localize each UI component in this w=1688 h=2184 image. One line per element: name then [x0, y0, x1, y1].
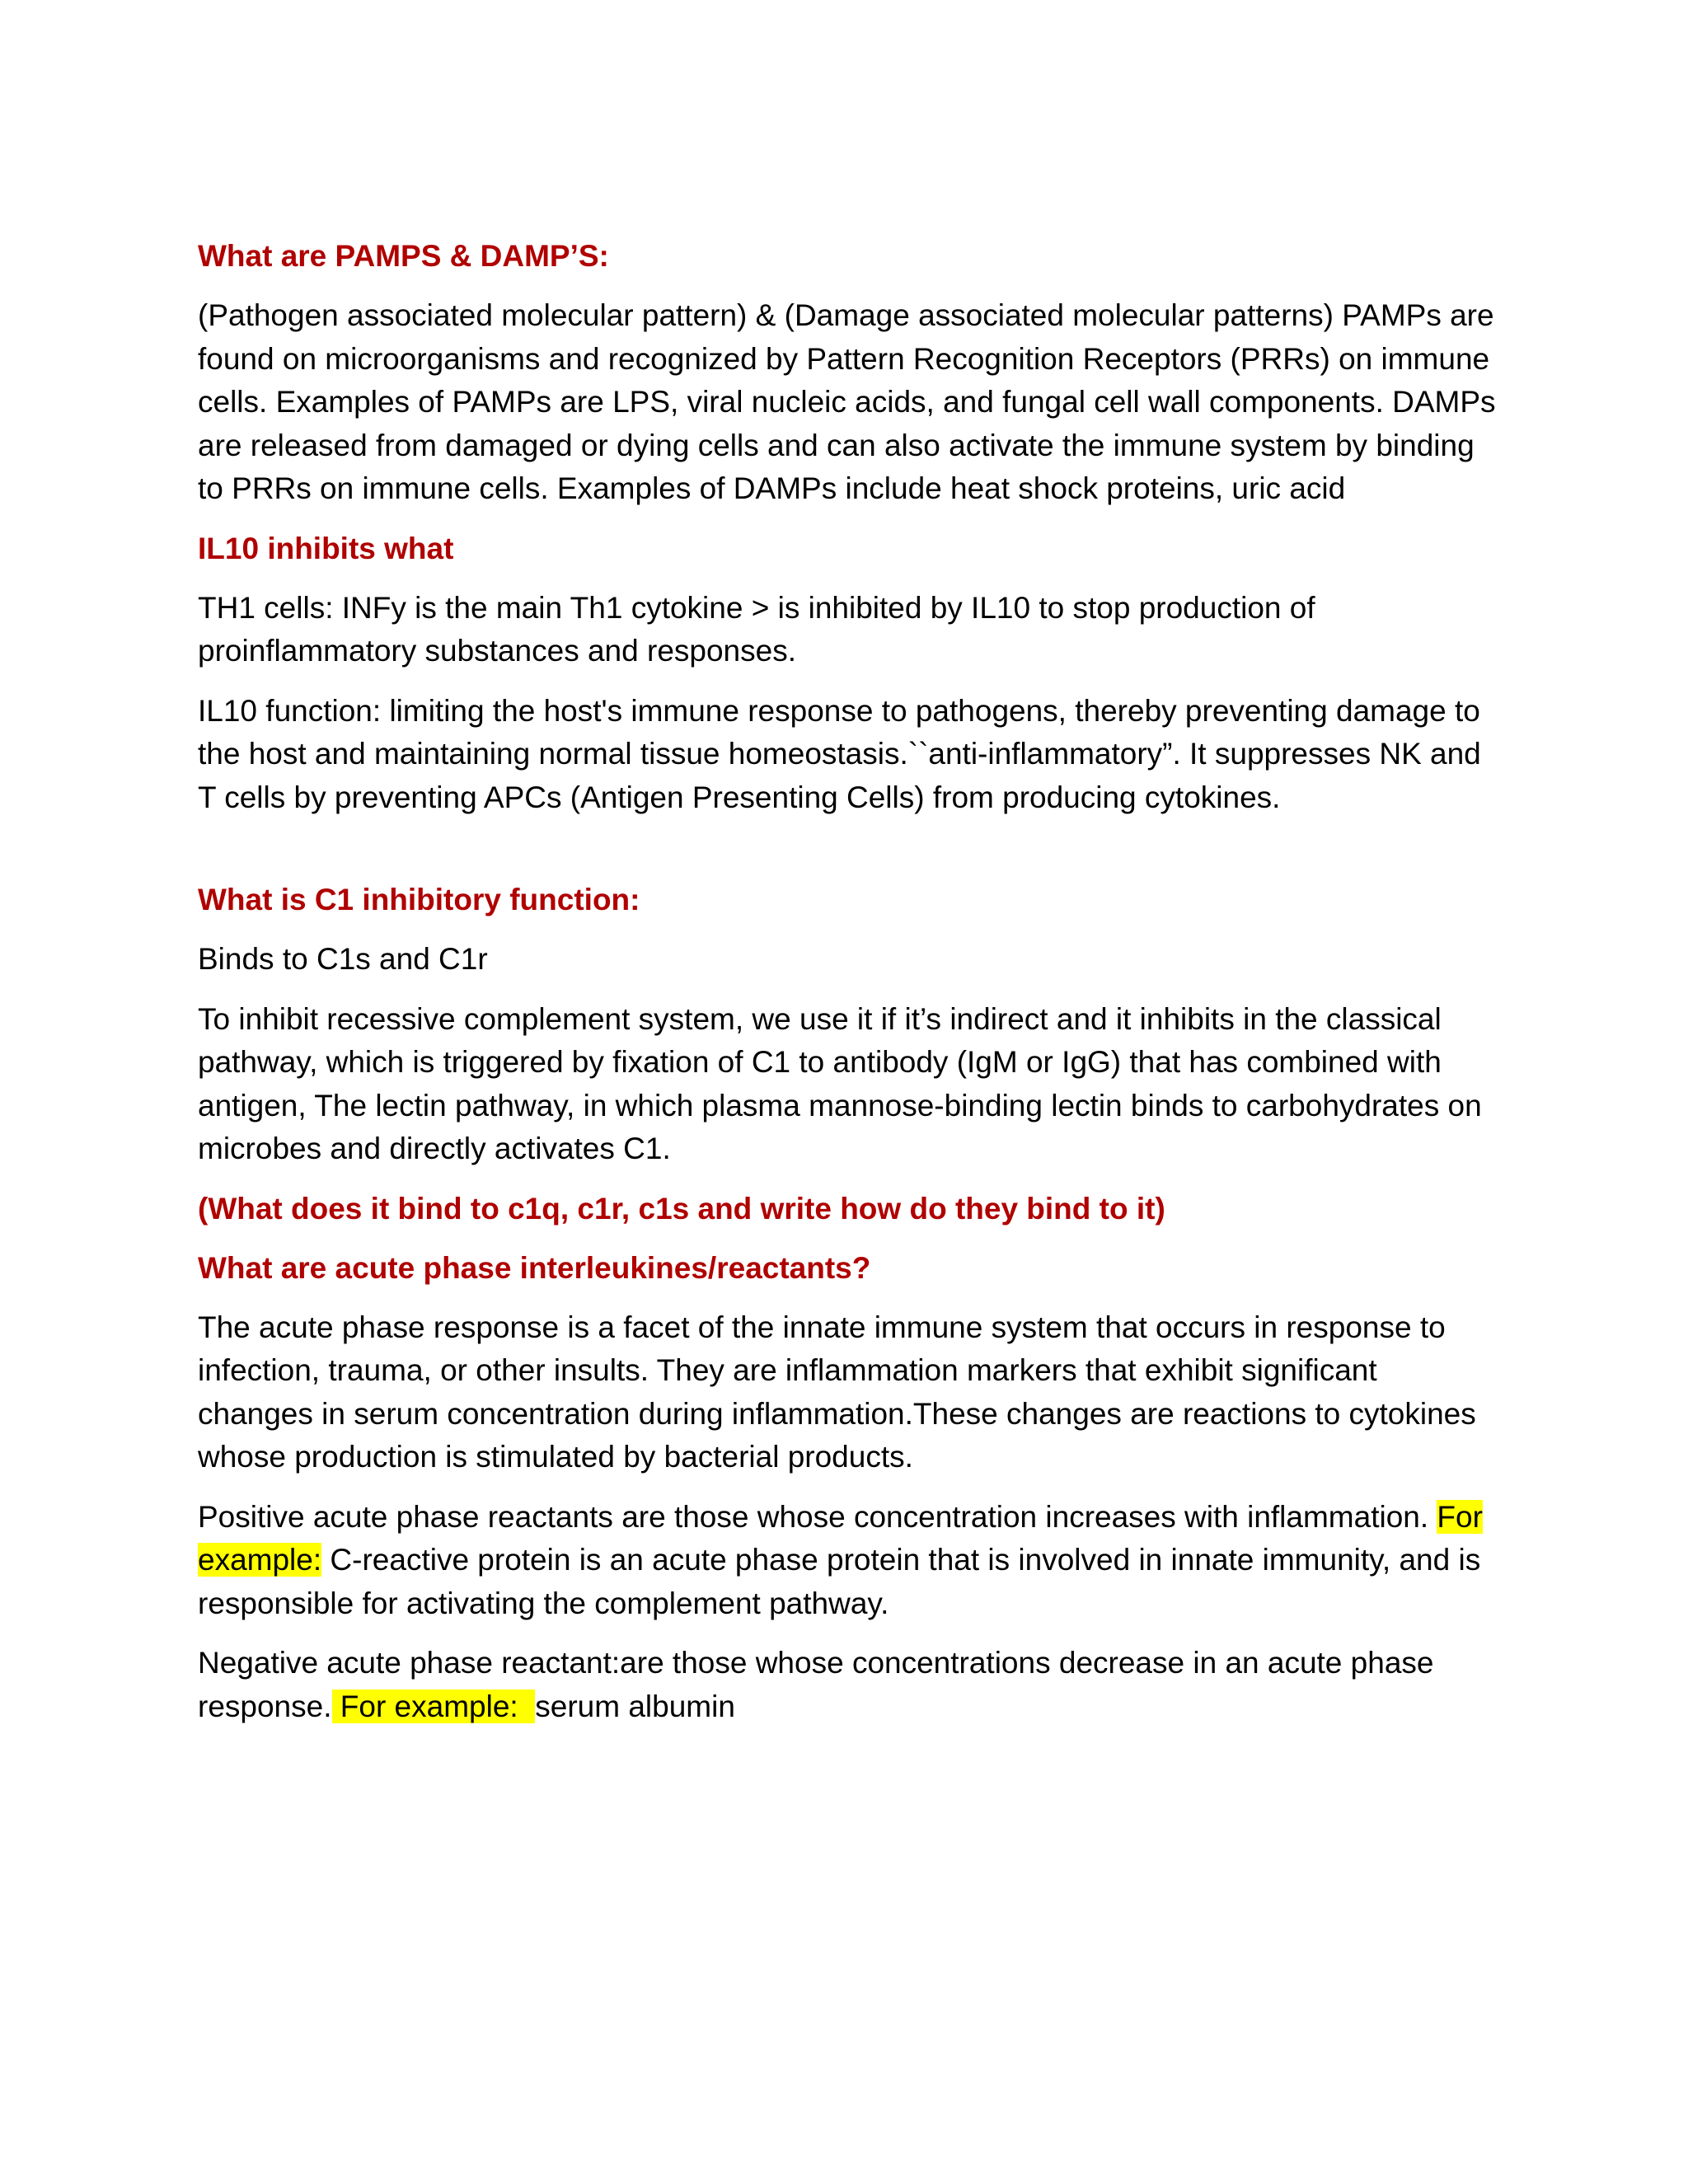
negative-reactants-example: serum albumin [535, 1689, 735, 1723]
highlight-for-example-negative: For example: [331, 1689, 536, 1723]
document-content [198, 235, 1500, 1745]
question-c1-binding: (What does it bind to c1q, c1r, c1s and write how do they bind to it) [198, 1191, 1165, 1226]
paragraph-c1-complement: To inhibit recessive complement system, we use it if it’s indirect and it inhibits in the classical pathway, which is triggered by fixation of C1 to antibody (IgM or IgG) that has combined with antigen, The lectin pathway, in which plasma mannose-binding lectin binds to carbohydrates on microbes and directly activates C1. [198, 1001, 1482, 1165]
paragraph-c1-binding: Binds to C1s and C1r [198, 942, 488, 976]
paragraph-il10-function: IL10 function: limiting the host's immune response to pathogens, thereby preventing damage to the host and maintaining normal tissue homeostasis.``anti-inflammatory”. It suppresses NK and T cells by preventing APCs (Antigen Presenting Cells) from producing cytokines. [198, 693, 1481, 814]
heading-acute-phase: What are acute phase interleukines/reactants? [198, 1250, 871, 1285]
heading-pamps-damps: What are PAMPS & DAMP’S: [198, 239, 609, 273]
heading-il10: IL10 inhibits what [198, 531, 454, 565]
heading-c1-inhibitor: What is C1 inhibitory function: [198, 883, 640, 916]
paragraph-acute-phase-response: The acute phase response is a facet of the innate immune system that occurs in response to infection, trauma, or other insults. They are inflammation markers that exhibit significant changes in serum concentration during inflammation.These changes are reactions to cytokines whose production is stimulated by bacterial products. [198, 1310, 1476, 1474]
positive-reactants-text: Positive acute phase reactants are those whose concentration increases with inflammation. [198, 1499, 1437, 1534]
positive-reactants-example: C-reactive protein is an acute phase protein that is involved in innate immunity, and is responsible for activating the complement pathway. [198, 1543, 1481, 1620]
paragraph-pamps-damps: (Pathogen associated molecular pattern) & (Damage associated molecular patterns) PAMPs are found on microorganisms and recognized by Pattern Recognition Receptors (PRRs) on immune cells. Examples of PAMPs are LPS, viral nucleic acids, and fungal cell wall components. DAMPs are released from damaged or dying cells and can also activate the immune system by binding to PRRs on immune cells. Examples of DAMPs include heat shock proteins, uric acid [198, 298, 1496, 505]
blank-line [198, 836, 1500, 879]
paragraph-th1-cells: TH1 cells: INFy is the main Th1 cytokine > is inhibited by IL10 to stop production of proinflammatory substances and responses. [198, 590, 1315, 668]
paragraph-negative-reactants [198, 1642, 1500, 1728]
negative-reactants-text: Negative acute phase reactant:are those whose concentrations decrease in an acute phase response. [198, 1646, 1434, 1723]
paragraph-positive-reactants [198, 1496, 1500, 1626]
highlight-for-example: For example: [198, 1499, 1483, 1577]
